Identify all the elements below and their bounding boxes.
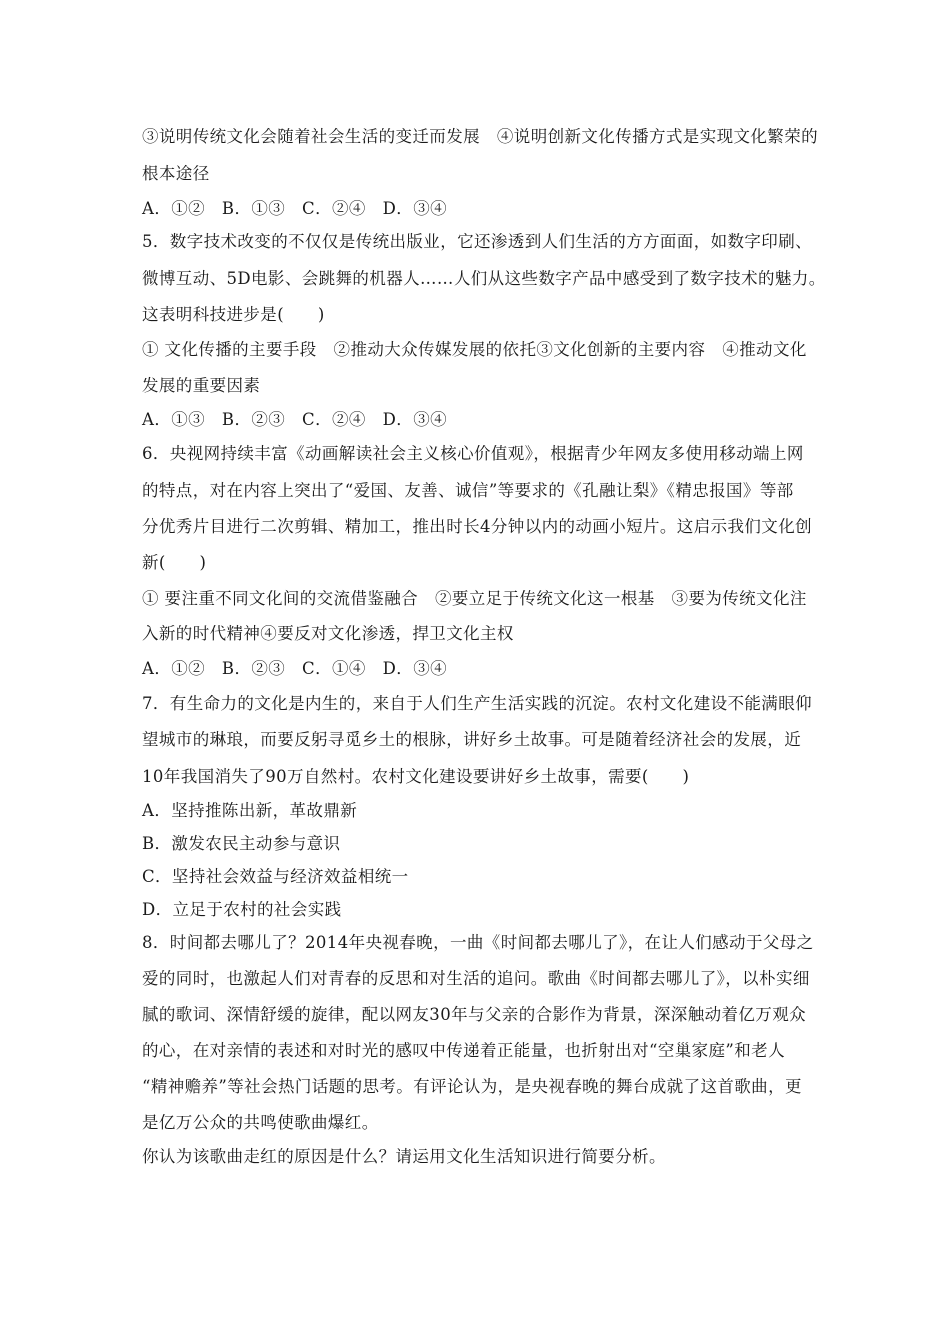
q8-stem-line-1: 8．时间都去哪儿了？2014年央视春晚，一曲《时间都去哪儿了》，在让人们感动于父母之 <box>142 933 814 952</box>
q7-stem-line-3: 10年我国消失了90万自然村。农村文化建设要讲好乡土故事，需要( ) <box>142 767 690 786</box>
q7-option-b: B．激发农民主动参与意识 <box>142 834 341 853</box>
q8-stem-line-2: 爱的同时，也激起人们对青春的反思和对生活的追问。歌曲《时间都去哪儿了》，以朴实细 <box>142 969 810 988</box>
q8-stem-line-3: 腻的歌词、深情舒缓的旋律，配以网友30年与父亲的合影作为背景，深深触动着亿万观众 <box>142 1005 806 1024</box>
q8-stem-line-4: 的心，在对亲情的表述和对时光的感叹中传递着正能量，也折射出对“空巢家庭”和老人 <box>142 1041 785 1060</box>
q6-stem-line-3: 分优秀片目进行二次剪辑、精加工，推出时长4分钟以内的动画小短片。这启示我们文化创 <box>142 517 812 536</box>
q8-stem-line-6: 是亿万公众的共鸣使歌曲爆红。 <box>142 1113 379 1132</box>
q6-options-line-1: ① 要注重不同文化间的交流借鉴融合 ②要立足于传统文化这一根基 ③要为传统文化注 <box>142 589 807 608</box>
q6-answer-choices: A．①② B．②③ C．①④ D．③④ <box>142 659 447 678</box>
q8-stem-line-5: “精神赡养”等社会热门话题的思考。有评论认为，是央视春晚的舞台成就了这首歌曲，更 <box>142 1077 802 1096</box>
q4-option-3-4-line: ③说明传统文化会随着社会生活的变迁而发展 ④说明创新文化传播方式是实现文化繁荣的 <box>142 127 818 146</box>
q5-stem-line-3: 这表明科技进步是( ) <box>142 305 325 324</box>
q6-options-line-2: 入新的时代精神④要反对文化渗透，捍卫文化主权 <box>142 624 514 643</box>
q5-stem-line-2: 微博互动、5D电影、会跳舞的机器人……人们从这些数字产品中感受到了数字技术的魅力。 <box>142 269 826 288</box>
q5-answer-choices: A．①③ B．②③ C．②④ D．③④ <box>142 410 447 429</box>
q4-answer-choices: A．①② B．①③ C．②④ D．③④ <box>142 199 447 218</box>
q7-option-d: D．立足于农村的社会实践 <box>142 900 342 919</box>
q7-option-c: C．坚持社会效益与经济效益相统一 <box>142 867 409 886</box>
q7-stem-line-2: 望城市的琳琅，而要反躬寻觅乡土的根脉，讲好乡土故事。可是随着经济社会的发展，近 <box>142 730 802 749</box>
q5-options-line-2: 发展的重要因素 <box>142 376 261 395</box>
q8-question: 你认为该歌曲走红的原因是什么？请运用文化生活知识进行简要分析。 <box>142 1147 666 1166</box>
q6-stem-line-4: 新( ) <box>142 553 207 572</box>
q7-stem-line-1: 7．有生命力的文化是内生的，来自于人们生产生活实践的沉淀。农村文化建设不能满眼仰 <box>142 694 812 713</box>
q7-option-a: A．坚持推陈出新，革故鼎新 <box>142 801 358 820</box>
q5-stem-line-1: 5．数字技术改变的不仅仅是传统出版业，它还渗透到人们生活的方方面面，如数字印刷、 <box>142 232 812 251</box>
q5-options-line-1: ① 文化传播的主要手段 ②推动大众传媒发展的依托③文化创新的主要内容 ④推动文化 <box>142 340 807 359</box>
q6-stem-line-2: 的特点，对在内容上突出了“爱国、友善、诚信”等要求的《孔融让梨》《精忠报国》等部 <box>142 481 794 500</box>
q6-stem-line-1: 6．央视网持续丰富《动画解读社会主义核心价值观》，根据青少年网友多使用移动端上网 <box>142 444 804 463</box>
q4-option-4-continued: 根本途径 <box>142 164 210 183</box>
